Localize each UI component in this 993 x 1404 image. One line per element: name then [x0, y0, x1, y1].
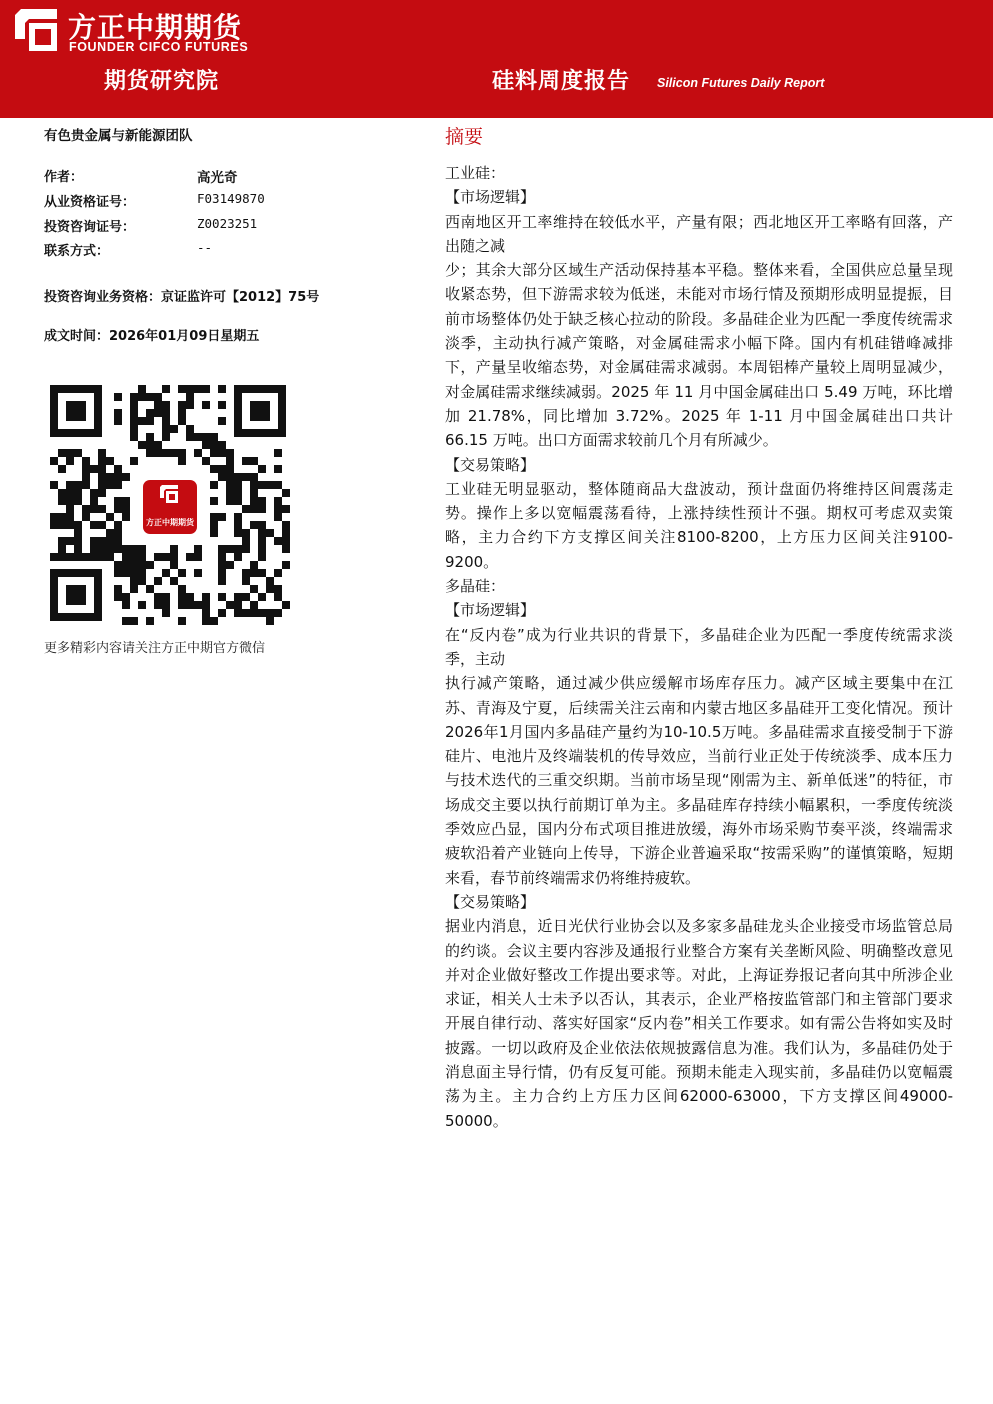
team-name: 有色贵金属与新能源团队	[44, 128, 193, 144]
author-label: 作者：	[44, 170, 84, 185]
wechat-qr-code[interactable]	[50, 385, 290, 625]
heading-market-logic: 【市场逻辑】	[445, 188, 536, 207]
author-row	[44, 166, 414, 186]
heading-trading-strategy: 【交易策略】	[445, 892, 536, 911]
company-name-cn: 方正中期期货	[68, 11, 243, 44]
consulting-no-value: Z0023251	[197, 216, 258, 231]
heading-trading-strategy: 【交易策略】	[445, 455, 536, 474]
consulting-no-label: 投资咨询证号：	[44, 220, 136, 235]
report-header	[0, 0, 993, 118]
qr-logo-text: 方正中期期货	[146, 518, 194, 527]
heading-market-logic: 【市场逻辑】	[445, 601, 536, 620]
qr-caption: 更多精彩内容请关注方正中期官方微信	[44, 641, 266, 656]
paragraph: 少；其余大部分区域生产活动保持基本平稳。整体来看，全国供应总量呈现收紧态势，但下游需求较为低迷，未能对市场行情及预期形成明显提振，目前市场整体仍处于缺乏核心拉动的阶段。多晶硅企业为匹配一季度传统需求淡季，主动执行减产策略，对金属硅需求小幅下降。国内有机硅错峰减排下，产量呈收缩态势，对金属硅需求减弱。本周铝棒产量较上周明显减少，对金属硅需求继续减弱。2025 年 11 月中国金属硅出口 5.49 万吨，环比增加 21.78%，同比增加 3.72%。2025 年 1-11 月中国金属硅出口共计 66.15 万吨。出口方面需求较前几个月有所减少。	[445, 261, 953, 450]
qualification-no-value: F03149870	[197, 191, 265, 206]
paragraph: 在“反内卷”成为行业共识的背景下，多晶硅企业为匹配一季度传统需求淡季，主动	[445, 625, 953, 668]
abstract-body	[445, 161, 953, 1133]
contact-value: --	[197, 240, 213, 255]
section-polysilicon: 多晶硅：	[445, 577, 506, 596]
paragraph: 据业内消息，近日光伏行业协会以及多家多晶硅龙头企业接受市场监管总局的约谈。会议主要内容涉及通报行业整合方案有关垄断风险、明确整改意见并对企业做好整改工作提出要求等。对此，上海证券报记者向其中所涉企业求证，相关人士未予以否认，其表示，企业严格按监管部门和主管部门要求开展自律行动、落实好国家“反内卷”相关工作要求。如有需公告将如实及时披露。一切以政府及企业依法依规披露信息为准。我们认为，多晶硅仍处于消息面主导行情，仍有反复可能。预期未能走入现实前，多晶硅仍以宽幅震荡为主。主力合约上方压力区间62000-63000，下方支撑区间49000-50000。	[445, 917, 953, 1130]
paragraph: 西南地区开工率维持在较低水平，产量有限；西北地区开工率略有回落，产出随之减	[445, 212, 953, 255]
business-qualification: 投资咨询业务资格：京证监许可【2012】75号	[44, 290, 320, 305]
contact-label: 联系方式：	[44, 244, 110, 259]
founder-logo-icon	[15, 9, 57, 51]
report-title: 硅料周度报告	[492, 69, 631, 94]
paragraph: 工业硅无明显驱动，整体随商品大盘波动，预计盘面仍将维持区间震荡走势。操作上多以宽幅震荡看待，上涨持续性预计不强。期权可考虑双卖策略，主力合约下方支撑区间关注8100-8200，上方压力区间关注9100-9200。	[445, 479, 953, 571]
company-name-en: FOUNDER CIFCO FUTURES	[69, 40, 249, 54]
contact-row	[44, 240, 414, 260]
report-title-en: Silicon Futures Daily Report	[657, 76, 825, 90]
qualification-no-row	[44, 191, 414, 211]
section-industrial-silicon: 工业硅：	[445, 164, 506, 182]
publish-date: 成文时间：2026年01月09日星期五	[44, 329, 260, 344]
consulting-no-row	[44, 216, 414, 236]
qualification-no-label: 从业资格证号：	[44, 195, 136, 210]
author-value: 高光奇	[197, 170, 238, 186]
paragraph: 执行减产策略，通过减少供应缓解市场库存压力。减产区域主要集中在江苏、青海及宁夏，后续需关注云南和内蒙古地区多晶硅开工变化情况。预计2026年1月国内多晶硅产量约为10-10.5万吨。多晶硅需求直接受制于下游硅片、电池片及终端装机的传导效应，当前行业正处于传统淡季、成本压力与技术迭代的三重交织期。当前市场呈现“刚需为主、新单低迷”的特征，市场成交主要以执行前期订单为主。多晶硅库存持续小幅累积，一季度传统淡季效应凸显，国内分布式项目推进放缓，海外市场采购节奏平淡，终端需求疲软沿着产业链向上传导，下游企业普遍采取“按需采购”的谨慎策略，短期来看，春节前终端需求仍将维持疲软。	[445, 674, 953, 887]
abstract-title: 摘要	[445, 126, 484, 148]
institute-name: 期货研究院	[104, 69, 220, 94]
